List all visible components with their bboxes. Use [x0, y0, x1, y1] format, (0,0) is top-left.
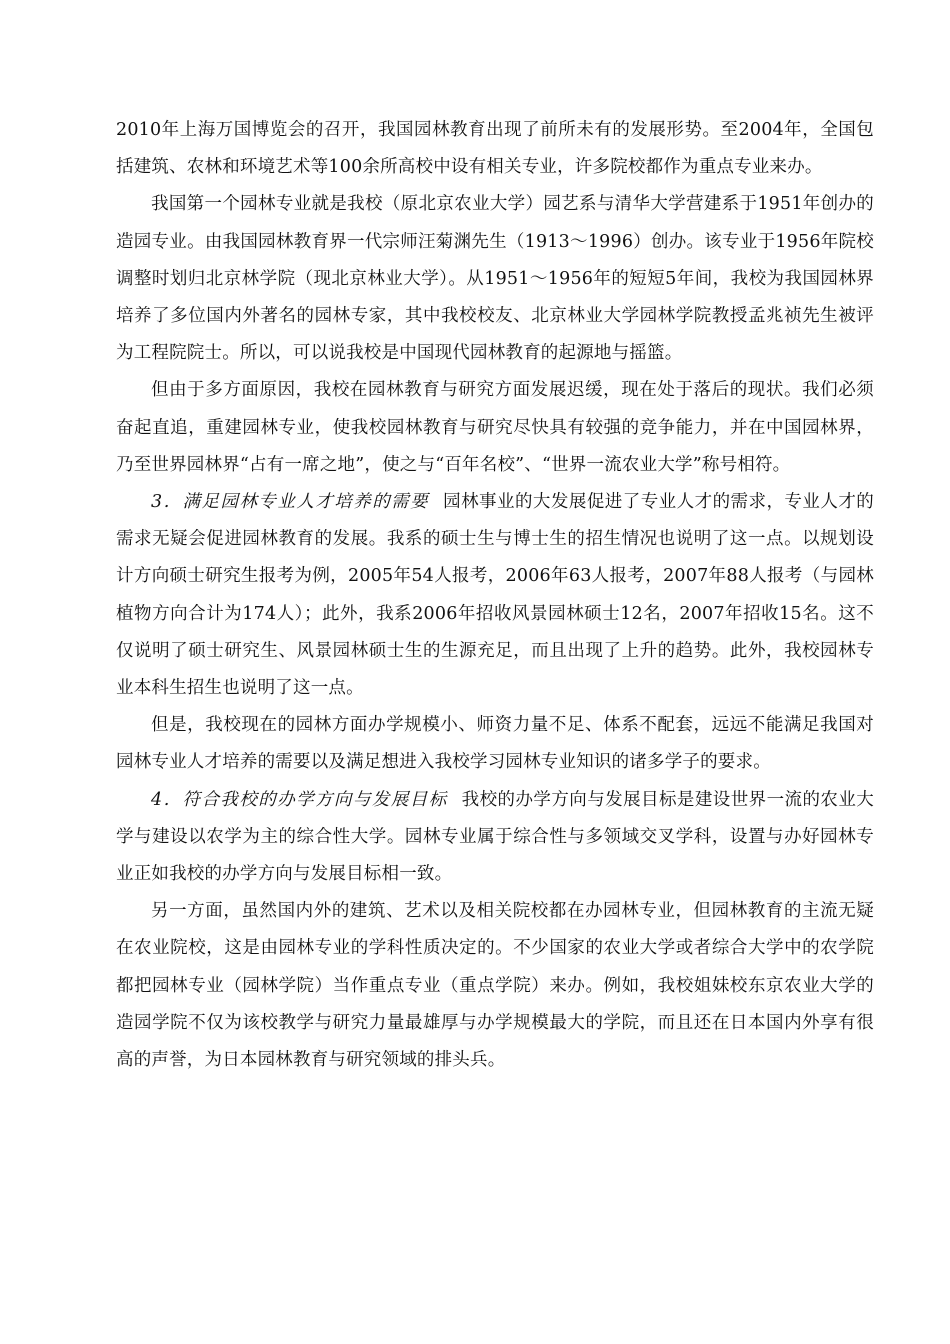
paragraph-text: 但由于多方面原因，我校在园林教育与研究方面发展迟缓，现在处于落后的现状。我们必须奋起直追，重建园林专业，使我校园林教育与研究尽快具有较强的竞争能力，并在中国园林界，乃至世界园林界“占有一席之地”，使之与“百年名校”、“世界一流农业大学”称号相符。	[116, 380, 874, 475]
paragraph-section-4	[116, 782, 874, 894]
paragraph-agricultural-universities	[116, 893, 874, 1079]
paragraph-text: 另一方面，虽然国内外的建筑、艺术以及相关院校都在办园林专业，但园林教育的主流无疑在农业院校，这是由园林专业的学科性质决定的。不少国家的农业大学或者综合大学中的农学院都把园林专业（园林学院）当作重点专业（重点学院）来办。例如，我校姐妹校东京农业大学的造园学院不仅为该校教学与研究力量最雄厚与办学规模最大的学院，而且还在日本国内外享有很高的声誉，为日本园林教育与研究领域的排头兵。	[116, 901, 874, 1071]
paragraph-first-program-history	[116, 186, 874, 372]
paragraph-text: 我校的办学方向与发展目标是建设世界一流的农业大学与建设以农学为主的综合性大学。园林专业属于综合性与多领域交叉学科，设置与办好园林专业正如我校的办学方向与发展目标相一致。	[116, 789, 874, 885]
section-heading: 3．满足园林专业人才培养的需要	[151, 492, 430, 513]
paragraph-text: 2010年上海万国博览会的召开，我国园林教育出现了前所未有的发展形势。至2004年，全国包括建筑、农林和环境艺术等100余所高校中设有相关专业，许多院校都作为重点专业来办。	[116, 120, 874, 178]
paragraph-current-status	[116, 372, 874, 484]
document-page	[116, 112, 874, 1079]
paragraph-section-3	[116, 484, 874, 707]
paragraph-text: 园林事业的大发展促进了专业人才的需求，专业人才的需求无疑会促进园林教育的发展。我系的硕士生与博士生的招生情况也说明了这一点。以规划设计方向硕士研究生报考为例，2005年54人报考，2006年63人报考，2007年88人报考（与园林植物方向合计为174人）；此外，我系2006年招收风景园林硕士12名，2007年招收15名。这不仅说明了硕士研究生、风景园林硕士生的生源充足，而且出现了上升的趋势。此外，我校园林专业本科生招生也说明了这一点。	[116, 492, 874, 699]
paragraph-text: 我国第一个园林专业就是我校（原北京农业大学）园艺系与清华大学营建系于1951年创办的造园专业。由我国园林教育界一代宗师汪菊渊先生（1913～1996）创办。该专业于1956年院校调整时划归北京林学院（现北京林业大学）。从1951～1956年的短短5年间，我校为我国园林界培养了多位国内外著名的园林专家，其中我校校友、北京林业大学园林学院教授孟兆祯先生被评为工程院院士。所以，可以说我校是中国现代园林教育的起源地与摇篮。	[116, 194, 874, 364]
paragraph-scale-shortfall	[116, 707, 874, 781]
section-heading: 4．符合我校的办学方向与发展目标	[151, 789, 448, 810]
paragraph-expo-context	[116, 112, 874, 186]
paragraph-text: 但是，我校现在的园林方面办学规模小、师资力量不足、体系不配套，远远不能满足我国对园林专业人才培养的需要以及满足想进入我校学习园林专业知识的诸多学子的要求。	[116, 715, 874, 773]
